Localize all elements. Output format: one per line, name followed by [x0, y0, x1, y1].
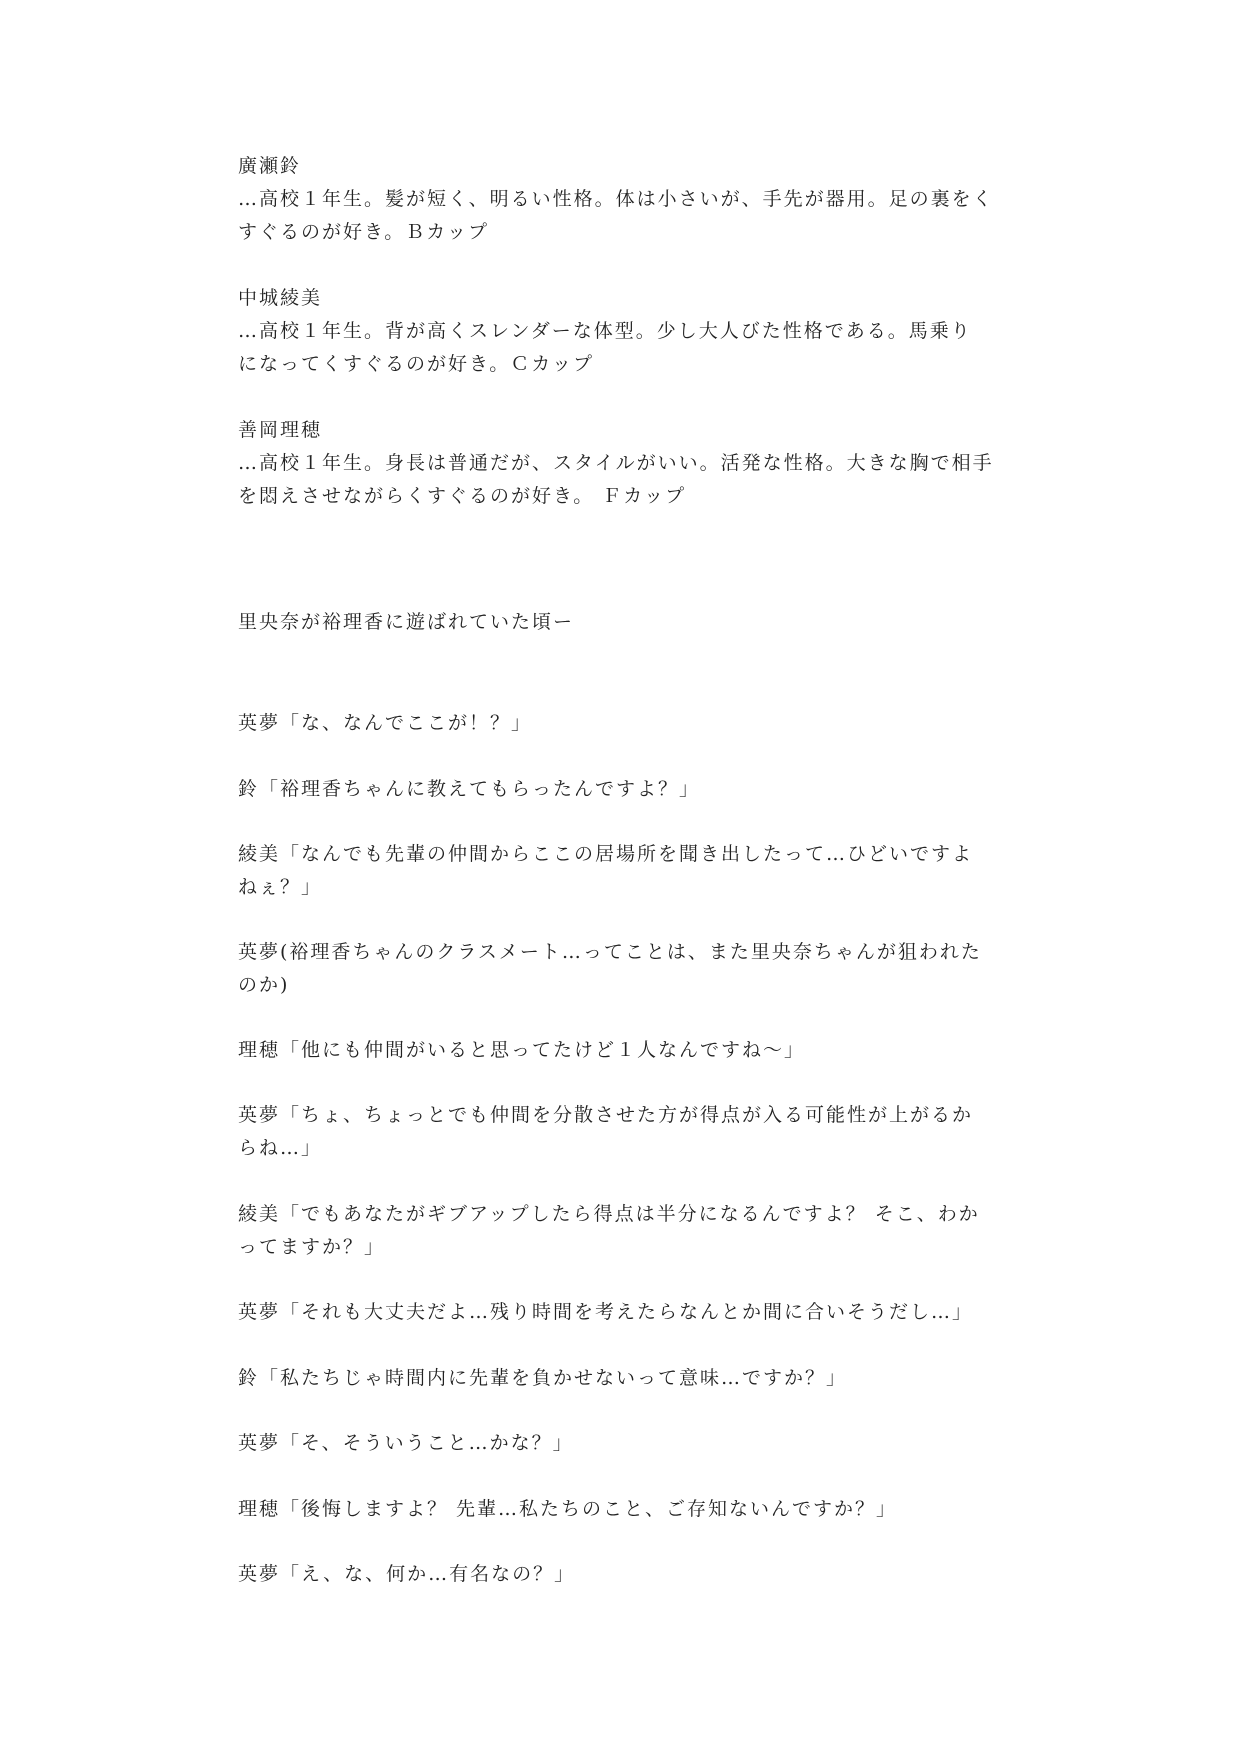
dialogue-line: 綾美「でもあなたがギブアップしたら得点は半分になるんですよ？ そこ、わか — [238, 1203, 980, 1225]
dialogue-line: のか) — [238, 974, 290, 996]
dialogue-line: 英夢(裕理香ちゃんのクラスメート…ってことは、また里央奈ちゃんが狙われた — [238, 941, 982, 963]
dialogue-line: 鈴「私たちじゃ時間内に先輩を負かせないって意味…ですか？」 — [238, 1367, 848, 1389]
profile-name: 廣瀬鈴 — [238, 155, 302, 177]
profile-line: …高校１年生。髪が短く、明るい性格。体は小さいが、手先が器用。足の裏をく — [238, 188, 994, 210]
scene-heading: 里央奈が裕理香に遊ばれていた頃ー — [238, 611, 575, 633]
profile-line: …高校１年生。背が高くスレンダーな体型。少し大人びた性格である。馬乗り — [238, 320, 972, 342]
profile-name: 善岡理穂 — [238, 419, 323, 441]
profile-line: になってくすぐるのが好き。Ｃカップ — [238, 353, 595, 375]
dialogue-line: 英夢「な、なんでここが！？」 — [238, 712, 533, 734]
profile-line: すぐるのが好き。Ｂカップ — [238, 221, 490, 243]
dialogue-line: 英夢「それも大丈夫だよ…残り時間を考えたらなんとか間に合いそうだし…」 — [238, 1301, 974, 1323]
dialogue-line: 英夢「え、な、何か…有名なの？」 — [238, 1563, 576, 1585]
dialogue-line: 鈴「裕理香ちゃんに教えてもらったんですよ？」 — [238, 778, 701, 800]
dialogue-line: 理穂「他にも仲間がいると思ってたけど１人なんですね～」 — [238, 1039, 806, 1061]
dialogue-line: 綾美「なんでも先輩の仲間からここの居場所を聞き出したって…ひどいですよ — [238, 843, 974, 865]
profile-line: …高校１年生。身長は普通だが、スタイルがいい。活発な性格。大きな胸で相手 — [238, 452, 994, 474]
profile-line: を悶えさせながらくすぐるのが好き。 Ｆカップ — [238, 485, 687, 507]
dialogue-line: 英夢「ちょ、ちょっとでも仲間を分散させた方が得点が入る可能性が上がるか — [238, 1104, 974, 1126]
dialogue-line: 英夢「そ、そういうこと…かな？」 — [238, 1432, 574, 1454]
dialogue-line: ってますか？」 — [238, 1236, 386, 1258]
profile-name: 中城綾美 — [238, 287, 323, 309]
dialogue-line: ねぇ？」 — [238, 876, 323, 898]
dialogue-line: らね…」 — [238, 1137, 323, 1159]
dialogue-line: 理穂「後悔しますよ？ 先輩…私たちのこと、ご存知ないんですか？」 — [238, 1498, 898, 1520]
